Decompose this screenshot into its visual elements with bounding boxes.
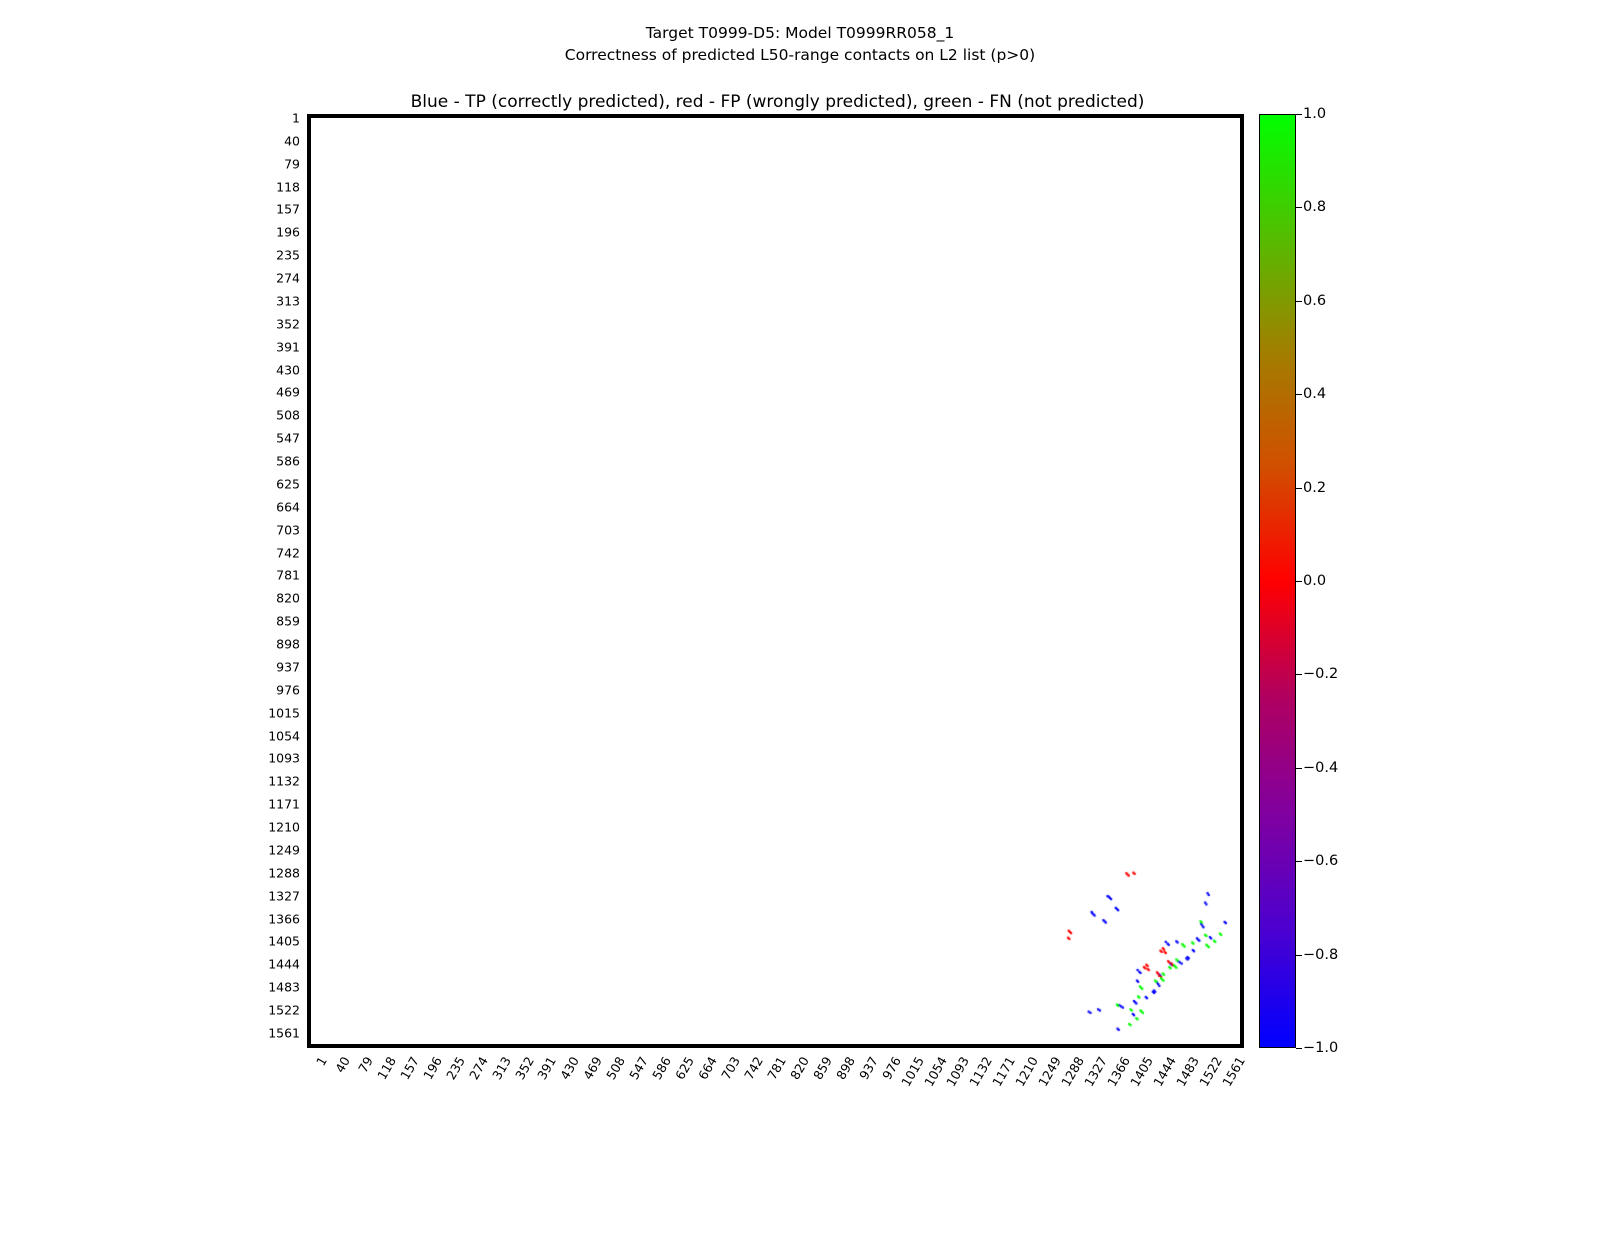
x-tick-label: 352 [511, 1054, 537, 1083]
y-tick-label: 1444 [268, 956, 300, 972]
x-tick-label: 1327 [1081, 1054, 1111, 1090]
x-tick-label: 1483 [1173, 1054, 1202, 1090]
y-tick-label: 1249 [268, 842, 300, 858]
y-tick-label: 664 [276, 499, 300, 515]
y-tick-label: 508 [276, 407, 300, 423]
y-tick-label: 79 [284, 156, 300, 172]
colorbar-tick-label: 0.0 [1303, 573, 1327, 589]
colorbar-tick-label: −0.2 [1303, 666, 1339, 683]
x-tick-label: 1210 [1012, 1054, 1042, 1090]
x-tick-label: 1366 [1104, 1054, 1134, 1090]
colorbar-tick-label: −0.4 [1303, 759, 1339, 776]
colorbar-tick-mark [1296, 581, 1302, 582]
y-tick-label: 859 [276, 613, 300, 629]
y-tick-label: 1132 [268, 773, 300, 789]
x-tick-label: 157 [396, 1054, 422, 1083]
colorbar-tick-label: 1.0 [1303, 106, 1327, 122]
x-tick-label: 196 [419, 1054, 445, 1083]
colorbar-tick-mark [1296, 207, 1302, 208]
x-tick-label: 703 [718, 1054, 744, 1083]
y-tick-label: 625 [276, 476, 300, 492]
x-tick-label: 898 [832, 1054, 858, 1083]
x-tick-label: 1444 [1150, 1054, 1179, 1090]
y-tick-label: 1288 [268, 865, 300, 881]
x-tick-label: 391 [534, 1054, 560, 1083]
colorbar-tick-mark [1296, 768, 1302, 769]
colorbar-tick-label: −0.6 [1303, 853, 1339, 870]
x-tick-label: 79 [354, 1054, 376, 1076]
y-tick-label: 352 [276, 316, 300, 332]
x-tick-label: 118 [373, 1054, 399, 1083]
colorbar-tick-mark [1296, 1048, 1302, 1049]
colorbar-tick-label: 0.8 [1303, 199, 1327, 216]
y-tick-label: 898 [276, 636, 300, 652]
y-tick-label: 1 [292, 110, 300, 126]
colorbar-tick-label: −1.0 [1303, 1040, 1339, 1056]
y-tick-label: 781 [276, 567, 300, 583]
x-tick-label: 547 [626, 1054, 652, 1083]
colorbar-tick-mark [1296, 674, 1302, 675]
x-tick-label: 976 [878, 1054, 904, 1083]
y-tick-label: 976 [276, 682, 300, 698]
colorbar-tick-mark [1296, 488, 1302, 489]
x-tick-label: 859 [809, 1054, 835, 1083]
colorbar-tick-label: 0.6 [1303, 292, 1327, 309]
y-tick-label: 1327 [268, 888, 300, 904]
y-tick-label: 235 [276, 247, 300, 263]
y-tick-label: 703 [276, 522, 300, 538]
colorbar-tick-mark [1296, 114, 1302, 115]
contact-map-canvas [311, 118, 1240, 1044]
x-tick-label: 1015 [897, 1054, 927, 1090]
colorbar-tick-label: −0.8 [1303, 946, 1339, 963]
colorbar-tick-label: 0.2 [1303, 479, 1327, 496]
y-tick-label: 937 [276, 659, 300, 675]
x-tick-label: 469 [580, 1054, 606, 1083]
x-tick-label: 508 [603, 1054, 629, 1083]
colorbar-tick-mark [1296, 301, 1302, 302]
figure-title [0, 22, 1600, 66]
y-tick-label: 586 [276, 453, 300, 469]
y-tick-label: 820 [276, 590, 300, 606]
y-tick-label: 1054 [268, 728, 300, 744]
y-tick-label: 40 [284, 133, 300, 149]
x-tick-label: 40 [331, 1054, 353, 1076]
y-tick-label: 742 [276, 545, 300, 561]
y-tick-label: 1093 [268, 750, 300, 766]
colorbar-tick-mark [1296, 955, 1302, 956]
y-tick-label: 547 [276, 430, 300, 446]
x-tick-label: 1132 [966, 1054, 996, 1090]
y-tick-label: 196 [276, 224, 300, 240]
y-tick-label: 1210 [268, 819, 300, 835]
x-tick-label: 274 [465, 1054, 491, 1083]
x-tick-label: 430 [557, 1054, 583, 1083]
figure-title-line-2: Correctness of predicted L50-range contacts on L2 list (p>0) [564, 46, 1036, 64]
colorbar-tick-label: 0.4 [1303, 386, 1327, 403]
y-tick-label: 118 [276, 179, 300, 195]
x-tick-label: 1405 [1127, 1054, 1157, 1090]
y-tick-label: 430 [276, 362, 300, 378]
x-tick-label: 664 [695, 1054, 721, 1083]
x-tick-label: 1249 [1035, 1054, 1065, 1090]
y-tick-label: 157 [276, 201, 300, 217]
y-tick-label: 1522 [268, 1002, 300, 1018]
y-tick-label: 1171 [268, 796, 300, 812]
x-tick-label: 235 [442, 1054, 468, 1083]
y-tick-label: 1015 [268, 705, 300, 721]
figure-legend-text: Blue - TP (correctly predicted), red - FP (wrongly predicted), green - FN (not predicted) [410, 92, 1145, 112]
x-tick-label: 1093 [943, 1054, 973, 1090]
colorbar [1259, 114, 1296, 1048]
x-tick-label: 781 [763, 1054, 789, 1083]
figure-title-line-1: Target T0999-D5: Model T0999RR058_1 [645, 24, 955, 42]
colorbar-tick-mark [1296, 394, 1302, 395]
x-tick-label: 1 [313, 1054, 330, 1069]
y-tick-label: 1561 [268, 1025, 300, 1041]
y-tick-label: 391 [276, 339, 300, 355]
x-tick-label: 820 [786, 1054, 812, 1083]
x-tick-label: 937 [855, 1054, 881, 1083]
x-tick-label: 1054 [920, 1054, 950, 1090]
x-tick-label: 1522 [1195, 1054, 1225, 1090]
y-tick-label: 313 [276, 293, 300, 309]
colorbar-tick-mark [1296, 861, 1302, 862]
x-tick-label: 1171 [989, 1054, 1019, 1090]
y-tick-label: 1405 [268, 933, 300, 949]
contact-map-plot-area [307, 114, 1244, 1048]
y-tick-label: 274 [276, 270, 300, 286]
x-tick-label: 586 [649, 1054, 675, 1083]
x-tick-label: 625 [672, 1054, 698, 1083]
y-tick-label: 1483 [268, 979, 300, 995]
x-tick-label: 313 [488, 1054, 514, 1083]
y-tick-label: 1366 [268, 911, 300, 926]
x-tick-label: 1288 [1058, 1054, 1088, 1090]
x-tick-label: 742 [741, 1054, 766, 1083]
y-tick-label: 469 [276, 384, 300, 400]
x-tick-label: 1561 [1218, 1054, 1248, 1090]
